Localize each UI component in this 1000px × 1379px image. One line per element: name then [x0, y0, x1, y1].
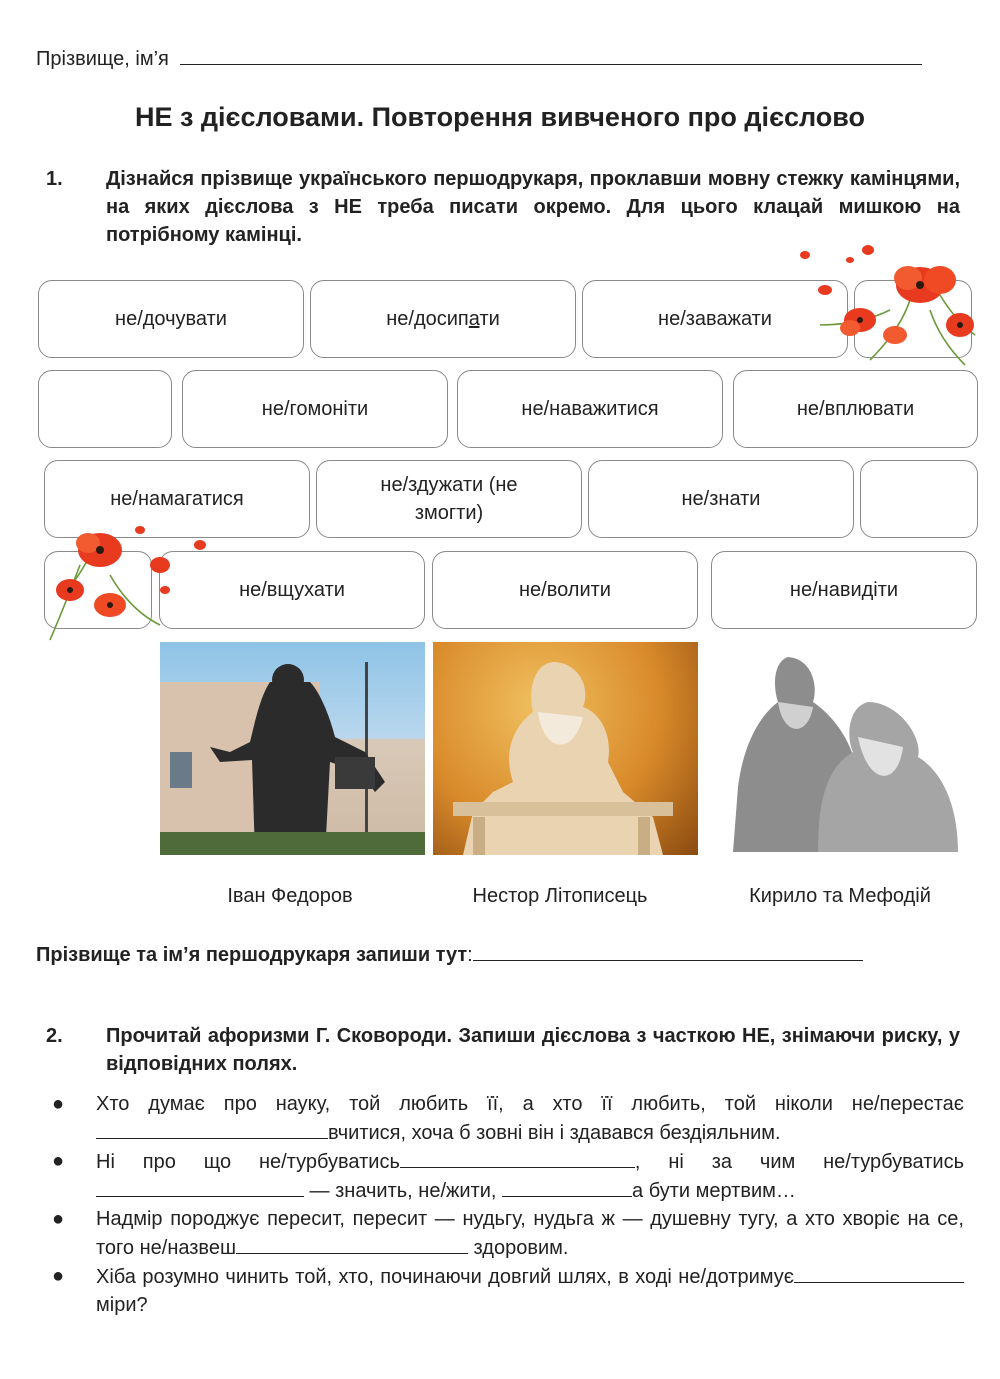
stone-empty-2[interactable] [38, 370, 172, 448]
photo-kyrylo-mefodii-statue [718, 647, 972, 852]
stone-ne-zavazhaty[interactable] [582, 280, 848, 358]
stone-label: не/здужати (не змогти) [380, 474, 518, 524]
task-1-text: Дізнайся прізвище українського першодрукаря, проклавши мовну стежку камінцями, на яких дієслова з НЕ треба писати окремо. Для цього клацай мишкою на потрібному камінці. [106, 168, 960, 246]
answer-line [36, 942, 863, 967]
answer-blank-turbuvatys-2[interactable] [96, 1176, 304, 1197]
stone-ne-namagatysia[interactable] [44, 460, 310, 538]
stone-ne-vshchukhaty[interactable] [159, 551, 425, 629]
bullet-icon: ● [52, 1093, 65, 1115]
photo-ivan-fedorov-statue [160, 642, 425, 855]
stone-label: не/заважати [658, 308, 772, 330]
answer-blank-dotrymuie[interactable] [794, 1262, 964, 1283]
statue-silhouette-icon [718, 647, 972, 852]
stressed-letter: а [468, 308, 480, 330]
stone-label: не/волити [519, 579, 611, 601]
photo-nestor-statue [433, 642, 698, 855]
bullet-icon: ● [52, 1208, 65, 1230]
answer-blank-perestaie[interactable] [96, 1118, 328, 1139]
answer-blank-turbuvatys-1[interactable] [400, 1147, 635, 1168]
stone-ne-gomonity[interactable] [182, 370, 448, 448]
stone-ne-znaty[interactable] [588, 460, 854, 538]
student-name-label: Прізвище, ім’я [36, 48, 169, 70]
aphorism-4: ● Хіба розумно чинить той, хто, починаючи довгий шлях, в ході не/дотримує міри? [48, 1262, 964, 1319]
aphorism-2: ● Ні про що не/турбуватись , ні за чим не/турбуватись — значить, не/жити, а бути мертвим… [48, 1147, 964, 1205]
task-1-number: 1. [46, 168, 63, 190]
stone-ne-dochuvaty[interactable] [38, 280, 304, 358]
stone-ne-volyty[interactable] [432, 551, 698, 629]
bullet-icon: ● [52, 1265, 65, 1287]
answer-field[interactable] [473, 942, 863, 961]
statue-silhouette-icon [433, 642, 698, 855]
caption-ivan-fedorov: Іван Федоров [227, 885, 353, 907]
statue-silhouette-icon [160, 642, 425, 855]
stone-label: не/дочувати [115, 308, 227, 330]
stone-ne-dosypaty[interactable] [310, 280, 576, 358]
stone-empty-3[interactable] [860, 460, 978, 538]
stone-label: не/вплювати [796, 398, 915, 420]
caption-kyrylo-mefodii: Кирило та Мефодій [749, 885, 931, 907]
student-name-line [36, 46, 922, 71]
stone-label: не/знати [681, 488, 761, 510]
stone-label: не/досипати [386, 308, 500, 330]
answer-colon: : [467, 944, 473, 966]
stone-label: не/намагатися [110, 488, 244, 510]
student-name-field[interactable] [180, 46, 922, 65]
task-1 [46, 165, 960, 255]
stone-ne-navazhytysia[interactable] [457, 370, 723, 448]
aphorism-1: ● Хто думає про науку, той любить її, а хто її любить, той ніколи не/перестає вчитися, хоча б зовні він і здавався бездіяльним. [48, 1090, 964, 1147]
stone-ne-vpliuvaty[interactable] [733, 370, 978, 448]
stone-label: не/навидіти [789, 579, 899, 601]
stone-empty-4[interactable] [44, 551, 152, 629]
stone-label: не/наважитися [521, 398, 659, 420]
aphorism-3: ● Надмір породжує пересит, пересит — нудьгу, нудьга ж — душевну тугу, а хто хворіє на се, того не/назвеш здоровим. [48, 1205, 964, 1262]
aphorisms-list [48, 1090, 964, 1319]
task-2-number: 2. [46, 1025, 63, 1047]
caption-nestor: Нестор Літописець [472, 885, 648, 907]
stone-ne-navydity[interactable] [711, 551, 977, 629]
page-title: НЕ з дієсловами. Повторення вивченого про дієслово [134, 102, 866, 132]
answer-blank-zhyty[interactable] [502, 1176, 632, 1197]
answer-label: Прізвище та ім’я першодрукаря запиши тут [36, 944, 468, 966]
task-2 [46, 1022, 960, 1082]
task-2-text: Прочитай афоризми Г. Сковороди. Запиши дієслова з часткою НЕ, знімаючи риску, у відповідних полях. [106, 1025, 960, 1075]
stone-ne-zduzhaty[interactable] [316, 460, 582, 538]
bullet-icon: ● [52, 1150, 65, 1172]
answer-blank-nazvesh[interactable] [236, 1233, 468, 1254]
stone-empty-1[interactable] [854, 280, 972, 358]
stone-label: не/гомоніти [261, 398, 369, 420]
stone-label: не/вщухати [239, 579, 345, 601]
